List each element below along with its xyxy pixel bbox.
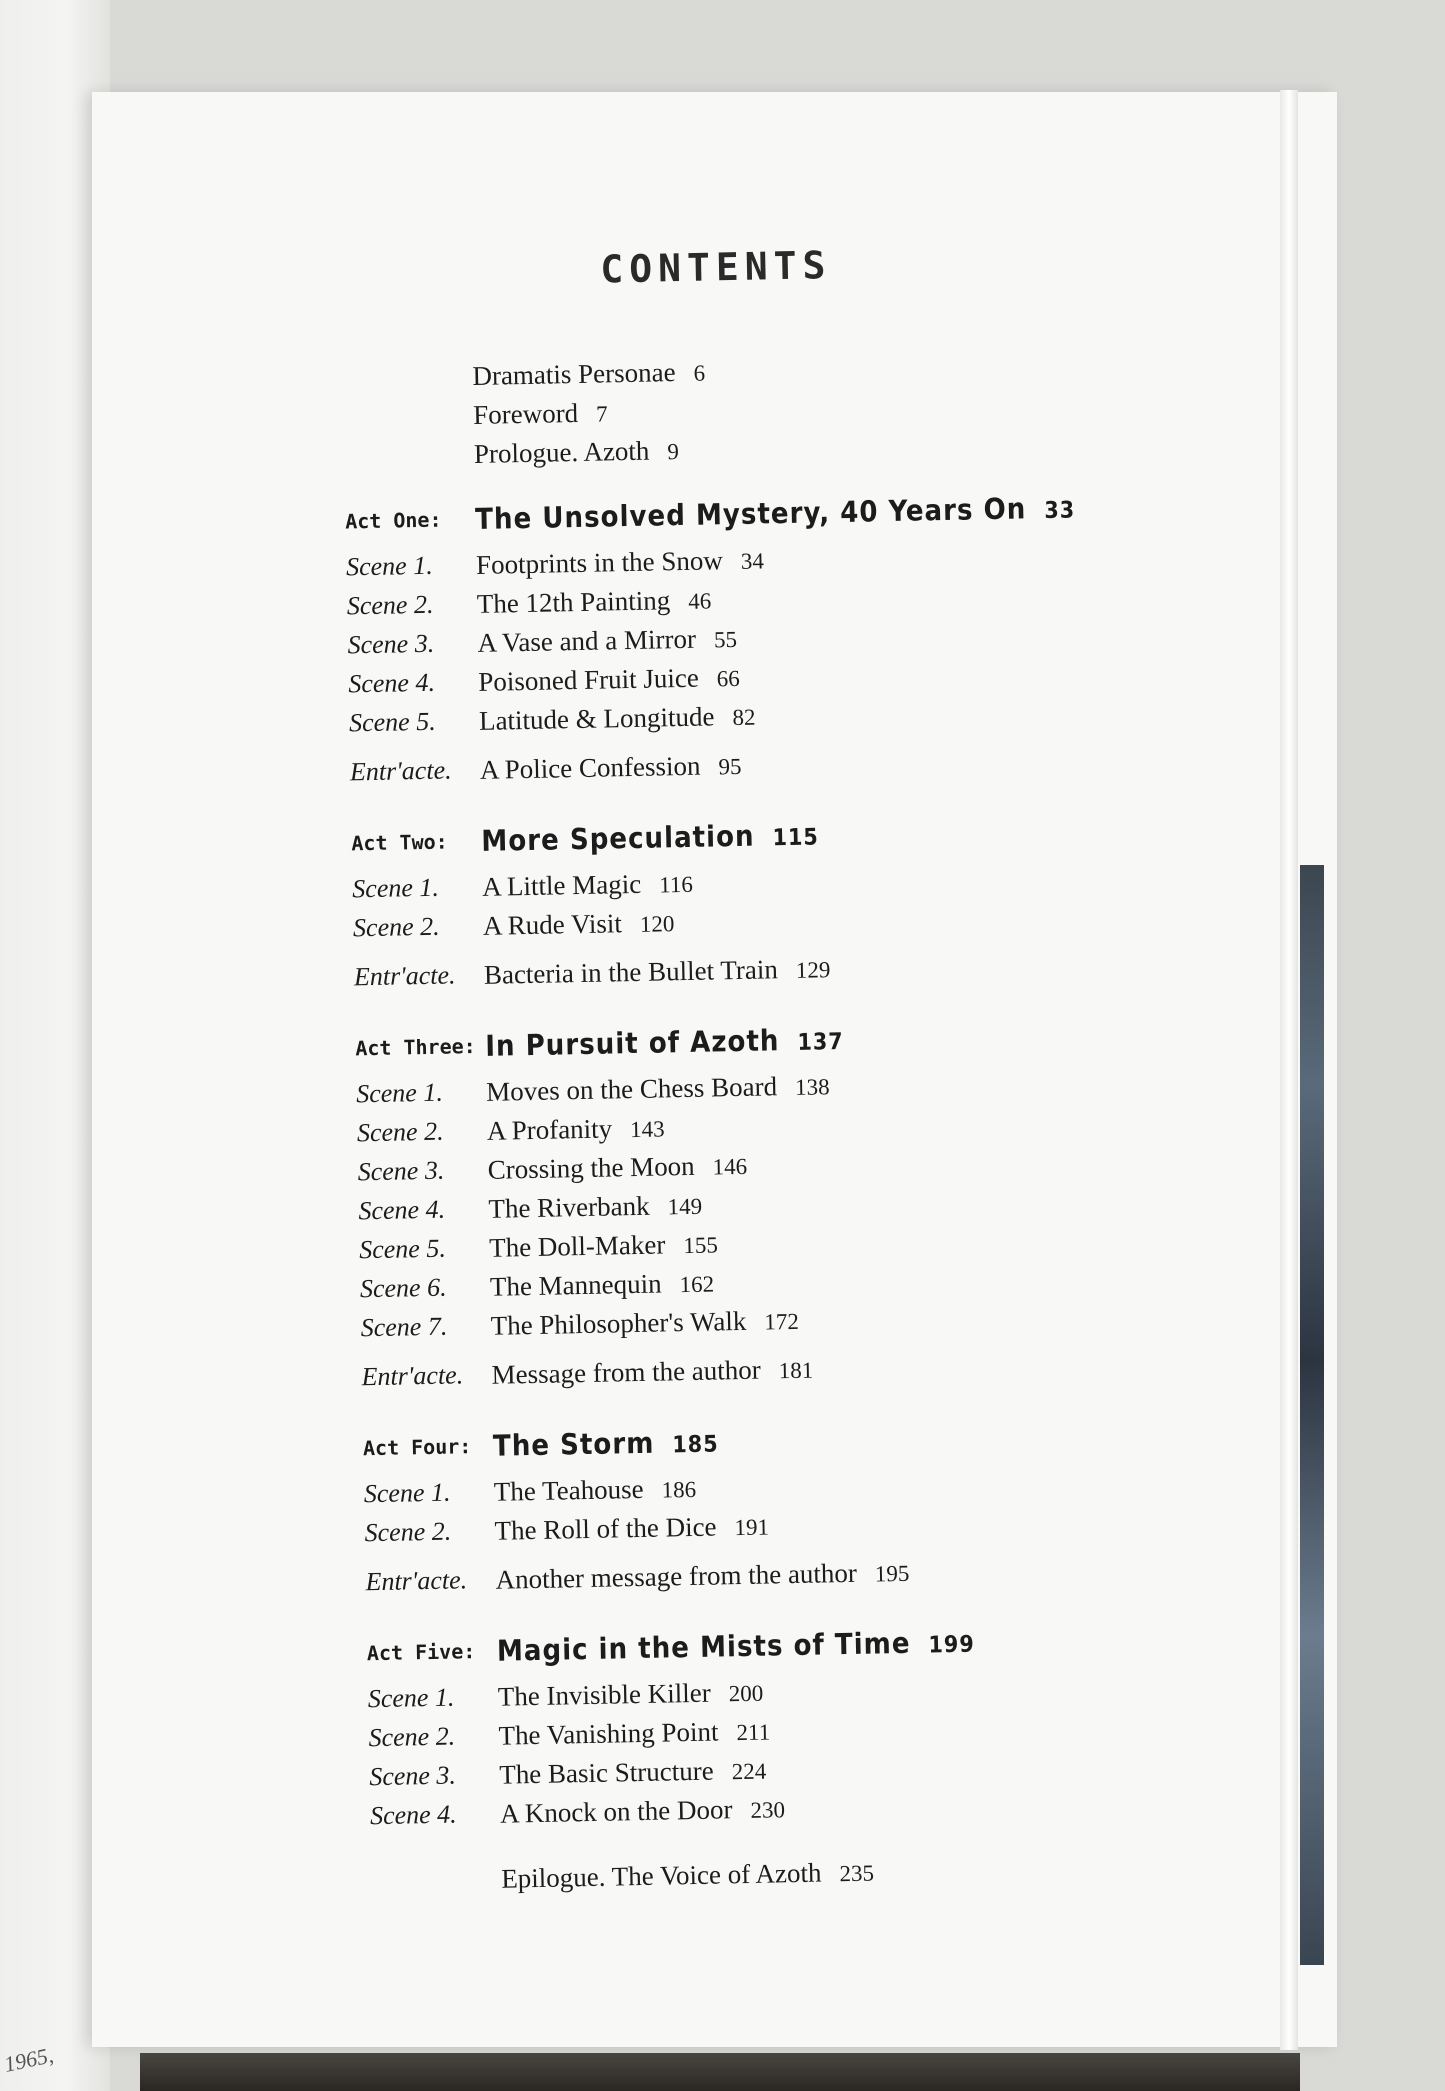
scene-title-text: The Invisible Killer bbox=[497, 1677, 711, 1712]
scene-title-text: The Vanishing Point bbox=[498, 1716, 719, 1751]
scene-label: Scene 2. bbox=[352, 911, 440, 943]
scene-title bbox=[500, 1792, 786, 1831]
scene-title bbox=[476, 543, 764, 583]
scene-label: Scene 2. bbox=[364, 1516, 452, 1548]
epilogue-title-text: Epilogue. The Voice of Azoth bbox=[500, 1857, 822, 1894]
scene-title-text: A Profanity bbox=[486, 1113, 613, 1146]
scene-title-text: The 12th Painting bbox=[476, 585, 671, 619]
entracte-title-text: Bacteria in the Bullet Train bbox=[483, 954, 779, 990]
scene-title-text: The Basic Structure bbox=[498, 1755, 714, 1790]
scene-title bbox=[479, 700, 756, 739]
scene-title bbox=[499, 1754, 767, 1793]
front-matter-title bbox=[474, 434, 680, 472]
front-matter-title-text: Prologue. Azoth bbox=[473, 435, 650, 469]
act-page-number: 115 bbox=[772, 824, 820, 852]
act-label: Act Three: bbox=[355, 1034, 476, 1061]
scene-title bbox=[494, 1509, 769, 1548]
scene-title bbox=[490, 1267, 715, 1305]
scene-title bbox=[487, 1111, 665, 1148]
act-title-text: In Pursuit of Azoth bbox=[484, 1023, 780, 1063]
scene-title-text: The Teahouse bbox=[493, 1473, 644, 1507]
scene-page-number: 138 bbox=[794, 1074, 830, 1100]
scene-title-text: Crossing the Moon bbox=[487, 1150, 695, 1185]
scene-label: Scene 1. bbox=[355, 1077, 444, 1109]
scene-title bbox=[498, 1715, 770, 1754]
scene-page-number: 149 bbox=[667, 1193, 703, 1220]
scene-label: Scene 2. bbox=[368, 1721, 456, 1753]
scene-label: Scene 3. bbox=[357, 1155, 445, 1187]
entracte-page-number: 181 bbox=[778, 1357, 814, 1384]
scene-page-number: 155 bbox=[683, 1232, 719, 1259]
front-matter-title-text: Dramatis Personae bbox=[472, 357, 676, 391]
scene-title bbox=[490, 1304, 799, 1344]
scene-label: Scene 2. bbox=[346, 589, 434, 621]
scene-label: Scene 1. bbox=[367, 1682, 455, 1714]
scene-page-number: 172 bbox=[764, 1308, 800, 1335]
scene-page-number: 224 bbox=[731, 1758, 767, 1785]
scene-page-number: 82 bbox=[732, 704, 756, 731]
front-matter-page-number: 9 bbox=[667, 439, 680, 465]
scene-page-number: 66 bbox=[716, 665, 741, 692]
scene-page-number: 143 bbox=[629, 1116, 665, 1143]
entracte-page-number: 195 bbox=[874, 1560, 910, 1587]
entracte-title bbox=[491, 1353, 813, 1393]
stray-page-fragment: 1965, bbox=[1, 2042, 56, 2077]
scene-label: Scene 3. bbox=[347, 628, 435, 660]
scene-label: Scene 1. bbox=[363, 1477, 451, 1509]
scene-title-text: The Philosopher's Walk bbox=[490, 1305, 747, 1341]
scene-label: Scene 2. bbox=[356, 1116, 444, 1148]
scene-label: Scene 3. bbox=[369, 1760, 457, 1792]
contents-heading: CONTENTS bbox=[599, 243, 832, 292]
front-matter-title bbox=[472, 356, 705, 394]
scene-label: Scene 1. bbox=[351, 872, 440, 904]
entracte-title-text: Message from the author bbox=[491, 1354, 762, 1390]
entracte-title bbox=[484, 952, 831, 993]
front-matter-title-text: Foreword bbox=[472, 397, 579, 430]
act-label: Act Two: bbox=[351, 829, 448, 856]
scene-page-number: 46 bbox=[688, 588, 712, 614]
scene-title bbox=[486, 1069, 830, 1110]
scene-title-text: Latitude & Longitude bbox=[478, 701, 715, 736]
scene-title-text: Moves on the Chess Board bbox=[485, 1071, 778, 1107]
scene-title bbox=[494, 1472, 697, 1510]
scene-label: Scene 4. bbox=[348, 667, 436, 699]
act-page-number: 137 bbox=[797, 1028, 844, 1056]
entracte-title bbox=[480, 749, 742, 788]
entracte-label: Entr'acte. bbox=[365, 1565, 468, 1597]
scene-title bbox=[487, 1149, 747, 1188]
scene-title-text: The Mannequin bbox=[489, 1268, 662, 1302]
scene-title-text: A Knock on the Door bbox=[499, 1794, 733, 1829]
scene-title-text: A Vase and a Mirror bbox=[477, 623, 697, 658]
scene-page-number: 146 bbox=[712, 1153, 748, 1180]
entracte-label: Entr'acte. bbox=[349, 755, 452, 787]
scene-title-text: Footprints in the Snow bbox=[475, 545, 724, 580]
act-label: Act One: bbox=[344, 507, 442, 534]
front-matter-title bbox=[473, 396, 608, 433]
scene-page-number: 230 bbox=[750, 1797, 786, 1823]
scene-title bbox=[497, 1676, 763, 1715]
page-edge bbox=[1280, 90, 1298, 2050]
cover-strip bbox=[1300, 865, 1324, 1965]
scene-page-number: 162 bbox=[679, 1271, 715, 1298]
scene-title bbox=[478, 661, 740, 700]
scene-title bbox=[482, 867, 693, 905]
scene-label: Scene 1. bbox=[345, 550, 433, 582]
act-title-text: Magic in the Mists of Time bbox=[496, 1625, 911, 1668]
entracte-title-text: A Police Confession bbox=[479, 750, 701, 785]
scene-label: Scene 4. bbox=[369, 1799, 457, 1831]
scene-page-number: 191 bbox=[734, 1514, 770, 1541]
scene-title-text: A Little Magic bbox=[481, 868, 642, 902]
act-title bbox=[485, 1023, 844, 1065]
scene-title-text: A Rude Visit bbox=[482, 908, 623, 941]
entracte-label: Entr'acte. bbox=[361, 1360, 464, 1392]
epilogue-page-number: 235 bbox=[839, 1860, 875, 1887]
act-title bbox=[493, 1425, 719, 1464]
act-label: Act Five: bbox=[366, 1639, 476, 1666]
act-page-number: 199 bbox=[928, 1631, 975, 1659]
scene-title-text: Poisoned Fruit Juice bbox=[478, 662, 700, 697]
scene-title bbox=[483, 906, 675, 944]
scene-label: Scene 6. bbox=[359, 1272, 447, 1304]
scene-page-number: 186 bbox=[661, 1476, 697, 1503]
scene-title-text: The Roll of the Dice bbox=[494, 1511, 717, 1546]
scene-page-number: 116 bbox=[658, 871, 694, 898]
scene-page-number: 55 bbox=[713, 626, 738, 653]
entracte-page-number: 95 bbox=[718, 753, 742, 780]
epilogue-title bbox=[501, 1856, 874, 1897]
scene-title-text: The Riverbank bbox=[488, 1190, 650, 1224]
scene-title bbox=[489, 1227, 718, 1265]
front-matter-page-number: 6 bbox=[693, 360, 706, 386]
scene-label: Scene 5. bbox=[348, 706, 436, 738]
act-title-text: The Storm bbox=[492, 1425, 655, 1463]
scene-label: Scene 4. bbox=[358, 1194, 446, 1226]
scene-label: Scene 5. bbox=[358, 1233, 447, 1265]
entracte-page-number: 129 bbox=[795, 957, 831, 983]
scene-label: Scene 7. bbox=[360, 1311, 448, 1343]
scene-page-number: 200 bbox=[728, 1680, 764, 1707]
act-page-number: 185 bbox=[672, 1431, 719, 1459]
scene-title bbox=[477, 622, 737, 661]
entracte-title-text: Another message from the author bbox=[495, 1557, 858, 1595]
scene-title bbox=[476, 583, 711, 621]
table-surface bbox=[140, 2053, 1300, 2091]
act-label: Act Four: bbox=[362, 1434, 472, 1461]
scene-page-number: 34 bbox=[740, 548, 765, 574]
scene-page-number: 120 bbox=[639, 911, 675, 937]
front-matter-page-number: 7 bbox=[595, 401, 608, 427]
scene-title bbox=[488, 1189, 702, 1227]
entracte-label: Entr'acte. bbox=[353, 960, 456, 992]
act-title-text: More Speculation bbox=[481, 818, 755, 858]
act-title-text: The Unsolved Mystery, 40 Years On bbox=[474, 491, 1027, 536]
scene-title-text: The Doll-Maker bbox=[488, 1229, 666, 1263]
act-page-number: 33 bbox=[1044, 497, 1076, 525]
act-title bbox=[481, 818, 819, 859]
scene-page-number: 211 bbox=[736, 1719, 771, 1746]
